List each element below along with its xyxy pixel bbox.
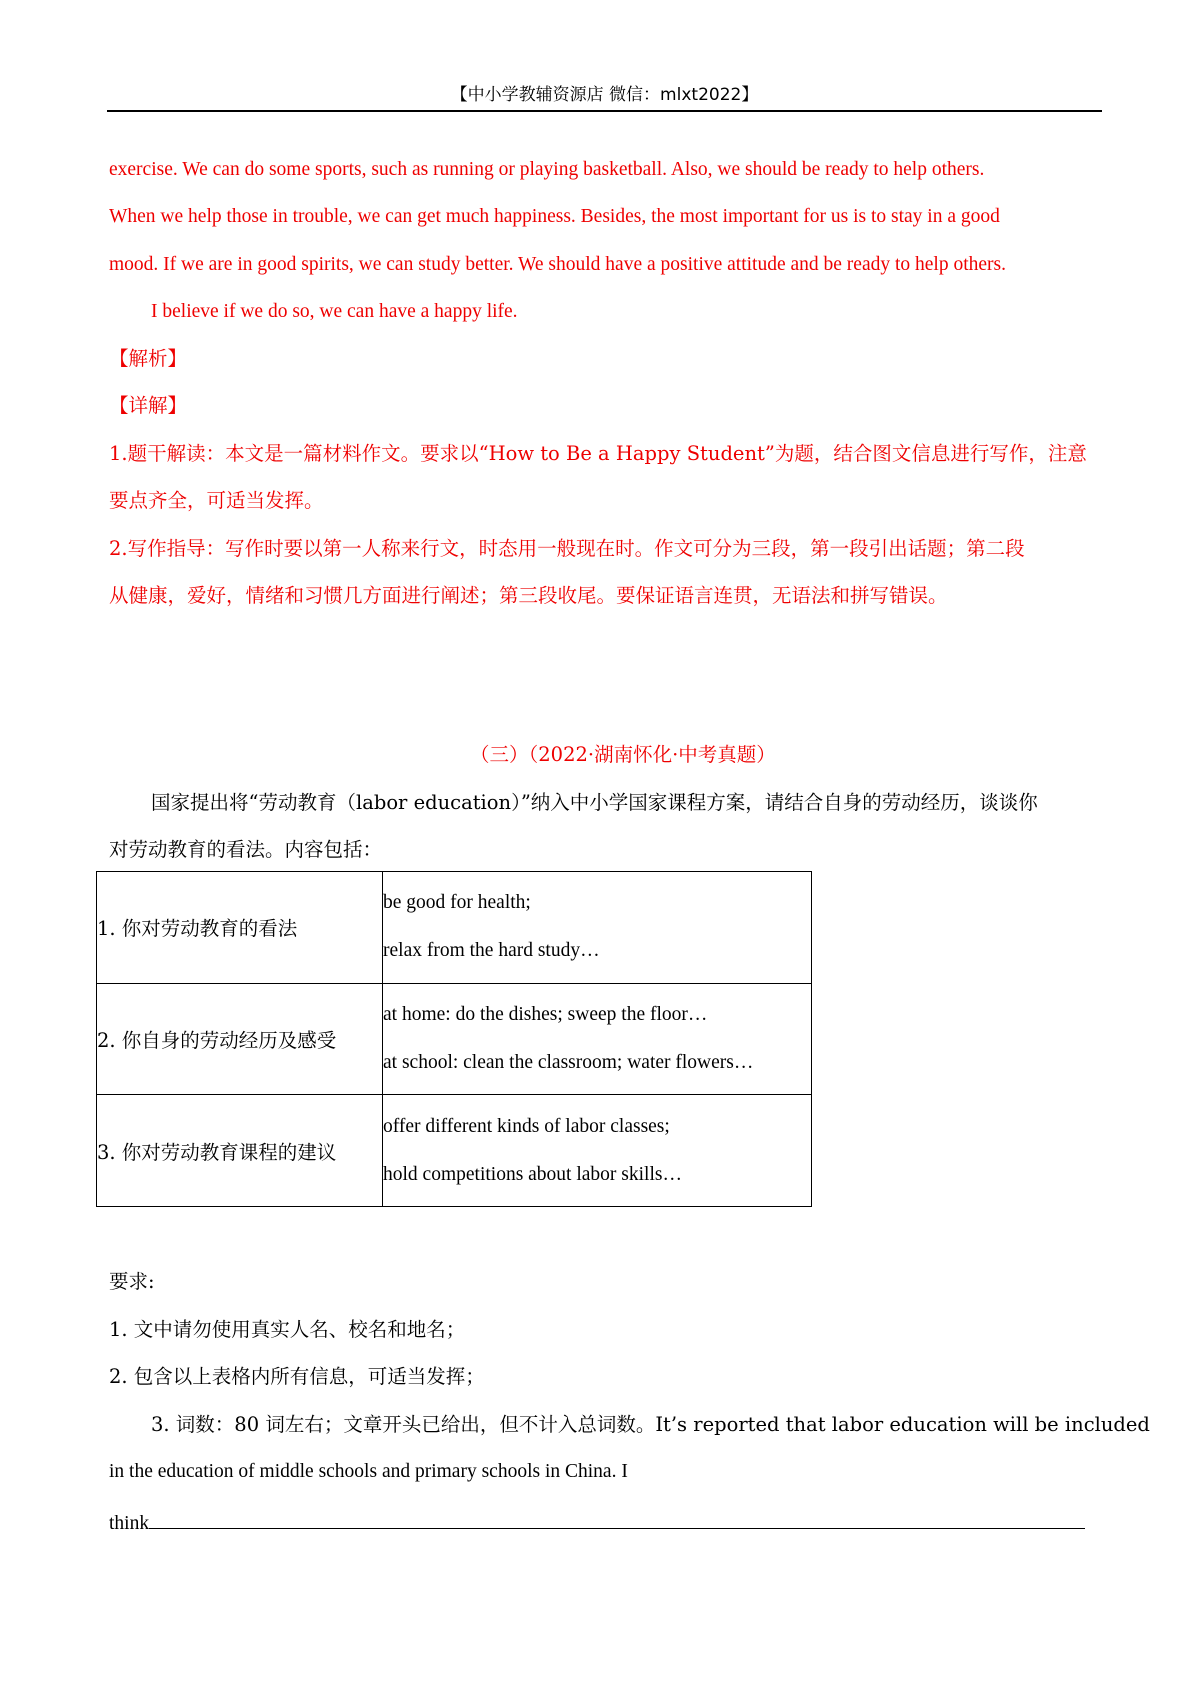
table-row xyxy=(97,1095,812,1207)
guidance-paragraph-1-cont: 要点齐全，可适当发挥。 xyxy=(109,489,324,512)
page-header: 【中小学教辅资源店 微信：mlxt2022】 xyxy=(450,85,759,105)
table-hints xyxy=(383,872,812,984)
table-hint: relax from the hard study… xyxy=(383,940,600,962)
header-divider xyxy=(107,110,1102,112)
table-hints xyxy=(383,1095,812,1207)
question-prompt: 国家提出将“劳动教育（labor education）”纳入中小学国家课程方案，请结合自身的劳动经历，谈谈你 xyxy=(151,791,1038,814)
essay-opening: in the education of middle schools and primary schools in China. I xyxy=(109,1461,628,1482)
table-hint: hold competitions about labor skills… xyxy=(383,1163,682,1185)
table-row xyxy=(97,983,812,1095)
requirement-item: 1. 文中请勿使用真实人名、校名和地名； xyxy=(109,1318,466,1341)
table-topic: 3. 你对劳动教育课程的建议 xyxy=(97,1095,383,1207)
answer-line xyxy=(109,1506,1085,1537)
guidance-paragraph-1: 1.题干解读：本文是一篇材料作文。要求以“How to Be a Happy Student”为题，结合图文信息进行写作，注意 xyxy=(109,442,1087,465)
requirement-item: 3. 词数：80 词左右；文章开头已给出，但不计入总词数。It’s reported that labor education will be included xyxy=(151,1413,1150,1436)
table-hint: at home: do the dishes; sweep the floor… xyxy=(383,1003,708,1025)
table-topic: 1. 你对劳动教育的看法 xyxy=(97,872,383,984)
table-hint: be good for health; xyxy=(383,892,531,914)
requirement-item: 2. 包含以上表格内所有信息，可适当发挥； xyxy=(109,1365,485,1388)
detail-label: 【详解】 xyxy=(109,394,188,417)
table-hint: at school: clean the classroom; water flowers… xyxy=(383,1051,754,1073)
analysis-label: 【解析】 xyxy=(109,347,188,370)
content-table xyxy=(96,871,812,1207)
table-row xyxy=(97,872,812,984)
essay-line: mood. If we are in good spirits, we can study better. We should have a positive attitude and be ready to help others. xyxy=(109,254,1007,275)
guidance-paragraph-2: 2.写作指导：写作时要以第一人称来行文，时态用一般现在时。作文可分为三段，第一段引出话题；第二段 xyxy=(109,537,1025,560)
essay-line: I believe if we do so, we can have a happy life. xyxy=(151,301,518,322)
essay-line: When we help those in trouble, we can get much happiness. Besides, the most important for us is to stay in a good xyxy=(109,206,1000,227)
answer-blank[interactable] xyxy=(149,1506,1085,1529)
guidance-paragraph-2-cont: 从健康，爱好，情绪和习惯几方面进行阐述；第三段收尾。要保证语言连贯，无语法和拼写错误。 xyxy=(109,584,948,607)
answer-start-word: think xyxy=(109,1513,150,1534)
table-hint: offer different kinds of labor classes; xyxy=(383,1115,670,1137)
question-prompt-cont: 对劳动教育的看法。内容包括： xyxy=(109,838,383,861)
table-hints xyxy=(383,983,812,1095)
question-source: （三）（2022·湖南怀化·中考真题） xyxy=(470,743,776,766)
requirements-label: 要求: xyxy=(109,1270,155,1293)
table-topic: 2. 你自身的劳动经历及感受 xyxy=(97,983,383,1095)
essay-line: exercise. We can do some sports, such as running or playing basketball. Also, we should be ready to help others. xyxy=(109,159,985,180)
